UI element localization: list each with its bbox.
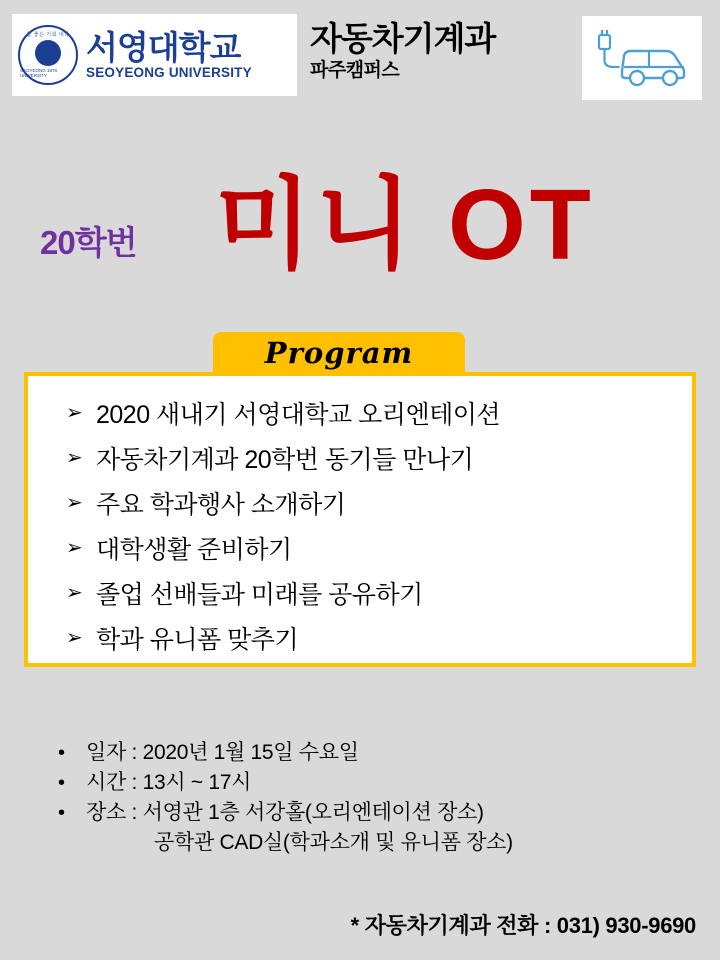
arrow-bullet-icon: ➢ [66,537,83,559]
list-item [66,390,692,435]
program-tab [213,332,465,372]
detail-place [58,798,678,828]
list-item [66,615,692,660]
poster-header [0,0,720,118]
page-title: 미니 OT [215,169,595,281]
dot-bullet-icon: • [58,802,65,824]
program-list [24,372,696,667]
contact-footer: * 자동차기계과 전화 : 031) 930-9690 [350,913,696,938]
department-block [310,22,495,80]
university-logo [12,14,297,96]
arrow-bullet-icon: ➢ [66,447,83,469]
arrow-bullet-icon: ➢ [66,582,83,604]
program-tab-label: Program [264,336,414,370]
electric-car-icon [592,27,692,89]
seal-top-text: 참 좋은 기회 대학 [26,32,70,38]
university-name-en: SEOYEONG UNIVERSITY [86,64,252,80]
list-item-label: 자동차기계과 20학번 동기들 만나기 [96,445,474,474]
detail-date [58,738,678,768]
list-item [66,435,692,480]
department-name: 자동차기계과 [310,20,496,57]
detail-time [58,768,678,798]
list-item [66,525,692,570]
campus-name: 파주캠퍼스 [310,60,400,81]
list-item-label: 2020 새내기 서영대학교 오리엔테이션 [96,400,501,429]
list-item-label: 학과 유니폼 맞추기 [96,625,299,654]
detail-time-label: 시간 : 13시 ~ 17시 [86,771,252,794]
university-wordmark [86,28,252,80]
detail-date-label: 일자 : 2020년 1월 15일 수요일 [86,741,359,764]
admission-year: 20학번 [40,224,137,261]
dot-bullet-icon: • [58,772,65,794]
detail-place-secondary: 공학관 CAD실(학과소개 및 유니폼 장소) [154,831,513,854]
list-item-label: 주요 학과행사 소개하기 [96,490,346,519]
dot-bullet-icon: • [58,742,65,764]
seal-center-mark [35,40,61,66]
detail-place-label: 장소 : 서영관 1층 서강홀(오리엔테이션 장소) [86,801,484,824]
list-item-label: 졸업 선배들과 미래를 공유하기 [96,580,423,609]
university-seal-icon [18,25,78,85]
arrow-bullet-icon: ➢ [66,402,83,424]
arrow-bullet-icon: ➢ [66,492,83,514]
event-details [58,738,678,858]
arrow-bullet-icon: ➢ [66,627,83,649]
list-item [66,570,692,615]
university-name-ko: 서영대학교 [86,28,241,66]
car-illustration-box [582,16,702,100]
list-item [66,480,692,525]
seal-bottom-text: SEOYEONG 1978 UNIVERSITY [20,68,58,78]
list-item-label: 대학생활 준비하기 [96,535,292,564]
title-block [0,165,720,295]
